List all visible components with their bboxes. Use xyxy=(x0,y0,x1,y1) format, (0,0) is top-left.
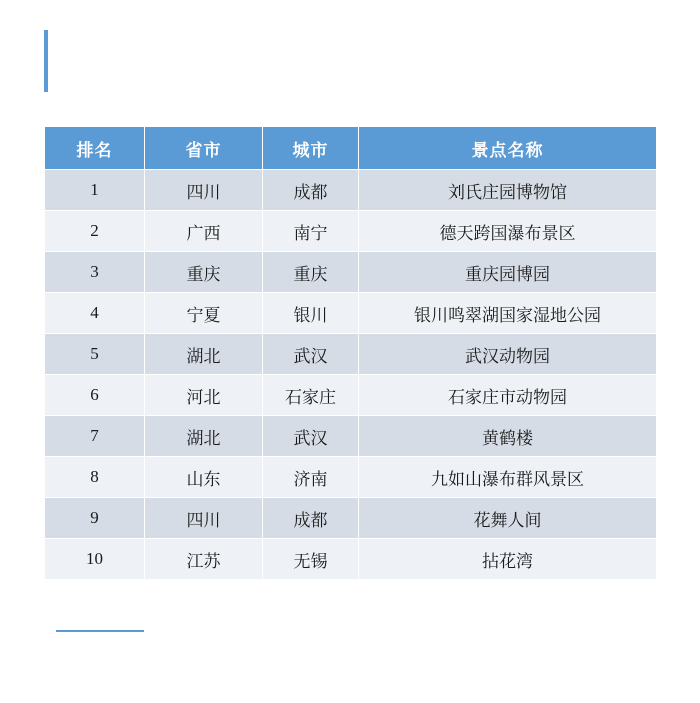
cell-rank: 4 xyxy=(45,293,145,334)
cell-province: 山东 xyxy=(145,457,263,498)
cell-province: 重庆 xyxy=(145,252,263,293)
cell-city: 成都 xyxy=(263,498,359,539)
ranking-table-container xyxy=(44,126,656,580)
cell-rank: 5 xyxy=(45,334,145,375)
table-header-row xyxy=(45,127,657,170)
table-row xyxy=(45,375,657,416)
title-accent-bar xyxy=(44,30,48,92)
cell-rank: 7 xyxy=(45,416,145,457)
cell-attraction: 九如山瀑布群风景区 xyxy=(359,457,657,498)
table-row xyxy=(45,416,657,457)
cell-rank: 6 xyxy=(45,375,145,416)
table-row xyxy=(45,252,657,293)
cell-attraction: 德天跨国瀑布景区 xyxy=(359,211,657,252)
table-header xyxy=(45,127,657,170)
table-row xyxy=(45,539,657,580)
cell-province: 河北 xyxy=(145,375,263,416)
table-row xyxy=(45,498,657,539)
cell-city: 武汉 xyxy=(263,416,359,457)
cell-province: 宁夏 xyxy=(145,293,263,334)
cell-province: 湖北 xyxy=(145,416,263,457)
cell-city: 武汉 xyxy=(263,334,359,375)
cell-rank: 1 xyxy=(45,170,145,211)
cell-city: 济南 xyxy=(263,457,359,498)
cell-rank: 2 xyxy=(45,211,145,252)
cell-attraction: 拈花湾 xyxy=(359,539,657,580)
cell-city: 无锡 xyxy=(263,539,359,580)
cell-rank: 10 xyxy=(45,539,145,580)
cell-rank: 3 xyxy=(45,252,145,293)
cell-city: 重庆 xyxy=(263,252,359,293)
cell-attraction: 武汉动物园 xyxy=(359,334,657,375)
cell-attraction: 黄鹤楼 xyxy=(359,416,657,457)
cell-province: 四川 xyxy=(145,498,263,539)
ranking-table xyxy=(44,126,657,580)
cell-province: 江苏 xyxy=(145,539,263,580)
column-header-city: 城市 xyxy=(263,127,359,170)
table-row xyxy=(45,211,657,252)
cell-province: 四川 xyxy=(145,170,263,211)
page-title xyxy=(56,34,616,92)
cell-rank: 8 xyxy=(45,457,145,498)
column-header-province: 省市 xyxy=(145,127,263,170)
cell-province: 广西 xyxy=(145,211,263,252)
table-row xyxy=(45,170,657,211)
column-header-rank: 排名 xyxy=(45,127,145,170)
cell-rank: 9 xyxy=(45,498,145,539)
cell-attraction: 石家庄市动物园 xyxy=(359,375,657,416)
cell-province: 湖北 xyxy=(145,334,263,375)
table-body xyxy=(45,170,657,580)
cell-attraction: 刘氏庄园博物馆 xyxy=(359,170,657,211)
footer-divider xyxy=(56,630,144,632)
cell-city: 成都 xyxy=(263,170,359,211)
table-row xyxy=(45,293,657,334)
cell-attraction: 银川鸣翠湖国家湿地公园 xyxy=(359,293,657,334)
table-row xyxy=(45,457,657,498)
column-header-attraction: 景点名称 xyxy=(359,127,657,170)
cell-attraction: 重庆园博园 xyxy=(359,252,657,293)
cell-city: 南宁 xyxy=(263,211,359,252)
cell-city: 石家庄 xyxy=(263,375,359,416)
cell-attraction: 花舞人间 xyxy=(359,498,657,539)
cell-city: 银川 xyxy=(263,293,359,334)
table-row xyxy=(45,334,657,375)
